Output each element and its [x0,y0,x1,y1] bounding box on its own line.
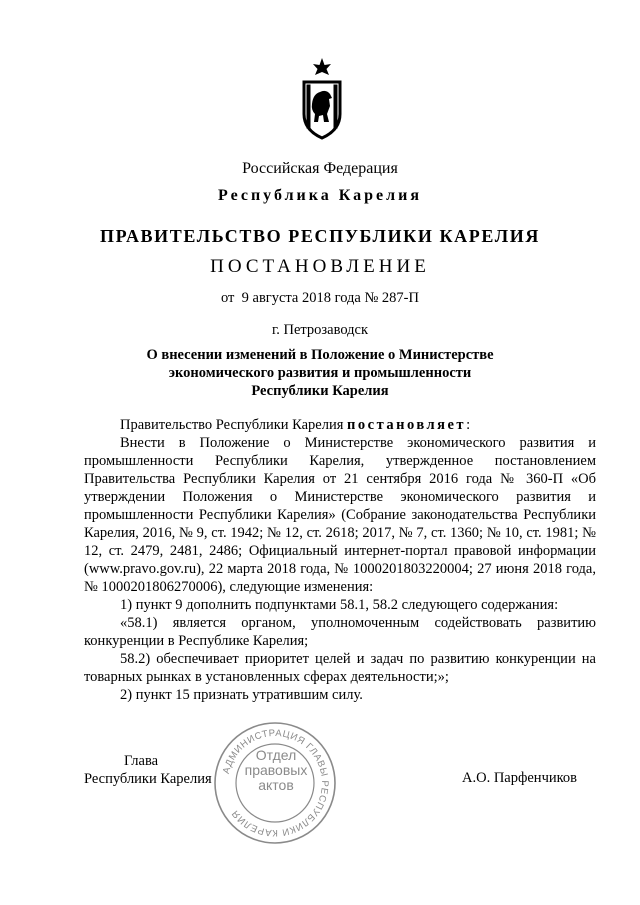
stamp-ring-text: АДМИНИСТРАЦИЯ ГЛАВЫ РЕСПУБЛИКИ КАРЕЛИЯ [220,727,331,839]
document-date-number: от 9 августа 2018 года № 287-П [220,290,419,306]
intro-spaced-verb: постановляет [347,417,467,433]
body-paragraph: 2) пункт 15 признать утратившим силу. [120,687,363,703]
document-type: ПОСТАНОВЛЕНИЕ [210,256,430,277]
body-paragraph: 58.2) обеспечивает приоритет целей и задач по развитию конкуренции на товарных рынках в установленных сферах деятельности;»; [84,651,596,685]
signatory-title-line2: Республики Карелия [84,771,212,787]
document-city: г. Петрозаводск [271,322,369,338]
document-title [0,346,640,400]
body-paragraph: 1) пункт 9 дополнить подпунктами 58.1, 58.2 следующего содержания: [120,597,559,613]
document-body [84,416,596,704]
signatory-name: А.О. Парфенчиков [462,770,578,786]
signatory-title [84,752,212,788]
country-name: Российская Федерация [242,160,398,177]
government-name: ПРАВИТЕЛЬСТВО РЕСПУБЛИКИ КАРЕЛИЯ [100,226,540,246]
document-title-line: Республики Карелия [251,383,389,399]
stamp-line: актов [258,777,294,793]
intro-suffix: : [466,417,471,433]
stamp-line: Отдел [255,747,297,763]
body-intro [84,416,596,434]
coat-of-arms-icon [300,56,344,142]
republic-name: Республика Карелия [218,187,422,204]
stamp-center-text [238,748,314,793]
document-title-line: О внесении изменений в Положение о Министерстве [146,347,494,363]
document-title-line: экономического развития и промышленности [168,365,472,381]
body-paragraph: Внести в Положение о Министерстве экономического развития и промышленности Республики Карелия, утвержденное постановлением Правительства Республики Карелия от 21 сентября 2016 года № 360-П «Об утверждении Положения о Министерстве экономического развития и промышленности Республики Карелия» (Собрание законодательства Республики Карелия, 2016, № 9, ст. 1942; № 12, ст. 2618; 2017, № 7, ст. 1360; № 10, ст. 1981; № 12, ст. 2479, 2481, 2486; Официальный интернет-портал правовой информации (www.pravo.gov.ru), 22 марта 2018 года, № 1000201803220004; 27 июня 2018 года, № 1000201806270006), следующие изменения: [84,435,596,595]
intro-prefix: Правительство Республики Карелия [120,417,348,433]
stamp-line: правовых [244,762,308,778]
body-paragraph: «58.1) является органом, уполномоченным содействовать развитию конкуренции в Республике Карелия; [84,615,596,649]
signatory-title-line1: Глава [124,753,159,769]
